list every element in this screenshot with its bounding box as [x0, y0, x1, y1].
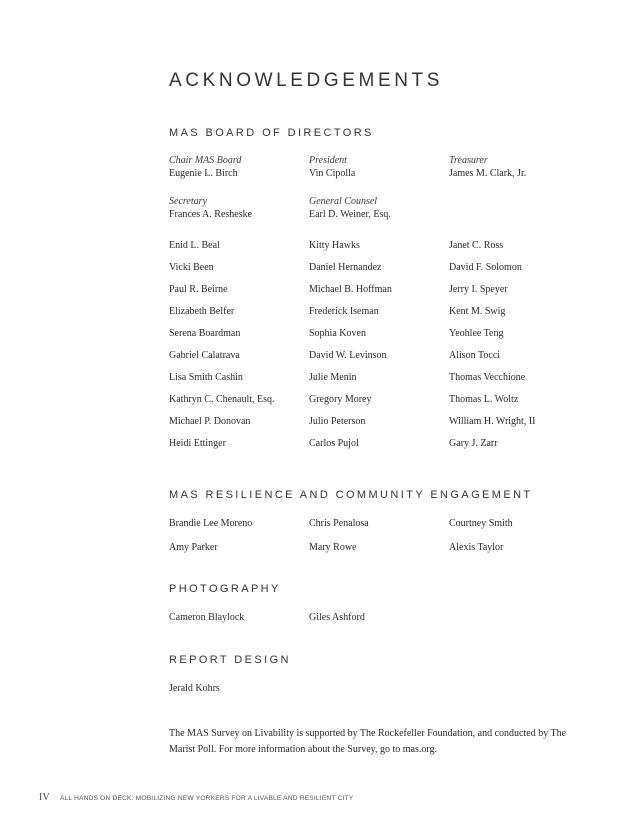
board-member: Gregory Morey	[309, 394, 372, 405]
board-member: William H. Wright, II	[449, 416, 536, 427]
board-member: Frederick Iseman	[309, 306, 379, 317]
board-member: Julio Peterson	[309, 416, 366, 427]
report-design-member: Jerald Kohrs	[169, 683, 220, 694]
board-member: Lisa Smith Cashin	[169, 372, 243, 383]
resilience-member: Chris Penalosa	[309, 518, 369, 529]
resilience-member: Alexis Taylor	[449, 542, 504, 553]
officer-name: James M. Clark, Jr.	[449, 168, 527, 179]
board-member: Carlos Pujol	[309, 438, 359, 449]
board-member: Yeohlee Teng	[449, 328, 504, 339]
board-member: Janet C. Ross	[449, 240, 504, 251]
officer-name: Earl D. Weiner, Esq.	[309, 209, 391, 220]
photography-member: Cameron Blaylock	[169, 612, 245, 623]
officer-president	[309, 155, 355, 179]
board-member: Jerry I. Speyer	[449, 284, 508, 295]
board-member: Serena Boardman	[169, 328, 241, 339]
survey-note: The MAS Survey on Livability is supported by The Rockefeller Foundation, and conducted by The Marist Poll. For more information about the Survey, go to mas.org.	[169, 728, 567, 755]
page-number: IV	[39, 792, 50, 803]
officer-role: General Counsel	[309, 196, 378, 207]
officer-treasurer	[449, 155, 526, 179]
officer-name: Eugenie L. Birch	[169, 168, 238, 179]
board-member: Sophia Koven	[309, 328, 366, 339]
page-title: ACKNOWLEDGEMENTS	[169, 70, 444, 91]
board-member: Kitty Hawks	[309, 240, 360, 251]
board-member: Michael B. Hoffman	[309, 284, 392, 295]
board-member: Elizabeth Belfer	[169, 306, 235, 317]
photography-member: Giles Ashford	[309, 612, 365, 623]
board-member: Thomas L. Woltz	[449, 394, 519, 405]
section-heading-resilience: MAS RESILIENCE AND COMMUNITY ENGAGEMENT	[169, 489, 533, 501]
running-title: ALL HANDS ON DECK: MOBILIZING NEW YORKERS FOR A LIVABLE AND RESILIENT CITY	[59, 795, 354, 802]
board-member: Kathryn C. Chenault, Esq.	[169, 394, 275, 405]
resilience-member: Amy Parker	[169, 542, 218, 553]
officer-role: President	[309, 155, 347, 166]
board-member: Vicki Been	[169, 262, 214, 273]
officer-role: Secretary	[169, 196, 207, 207]
board-member: David F. Solomon	[449, 262, 522, 273]
section-heading-board: MAS BOARD OF DIRECTORS	[169, 127, 374, 139]
board-member: Gabriel Calatrava	[169, 350, 240, 361]
board-member: Thomas Vecchione	[449, 372, 526, 383]
officer-name: Frances A. Resheske	[169, 209, 253, 220]
board-member: Kent M. Swig	[449, 306, 506, 317]
board-member: Michael P. Donovan	[169, 416, 251, 427]
page-footer	[39, 792, 353, 803]
board-member: David W. Levinson	[309, 350, 387, 361]
resilience-member: Mary Rowe	[309, 542, 357, 553]
resilience-member: Brandie Lee Moreno	[169, 518, 253, 529]
officer-secretary	[169, 196, 252, 220]
section-heading-photography: PHOTOGRAPHY	[169, 583, 281, 595]
board-member: Gary J. Zarr	[449, 438, 498, 449]
section-heading-report-design: REPORT DESIGN	[169, 654, 291, 666]
officer-chair	[169, 155, 241, 179]
board-member: Daniel Hernandez	[309, 262, 382, 273]
officer-general-counsel	[309, 196, 391, 220]
officer-name: Vin Cipolla	[309, 168, 356, 179]
board-member: Paul R. Beirne	[169, 284, 228, 295]
board-member: Alison Tocci	[449, 350, 501, 361]
board-member: Julie Menin	[309, 372, 357, 383]
board-member: Enid L. Beal	[169, 240, 220, 251]
officer-role: Treasurer	[449, 155, 488, 166]
board-member: Heidi Ettinger	[169, 438, 226, 449]
resilience-member: Courtney Smith	[449, 518, 513, 529]
officer-role: Chair MAS Board	[169, 155, 242, 166]
